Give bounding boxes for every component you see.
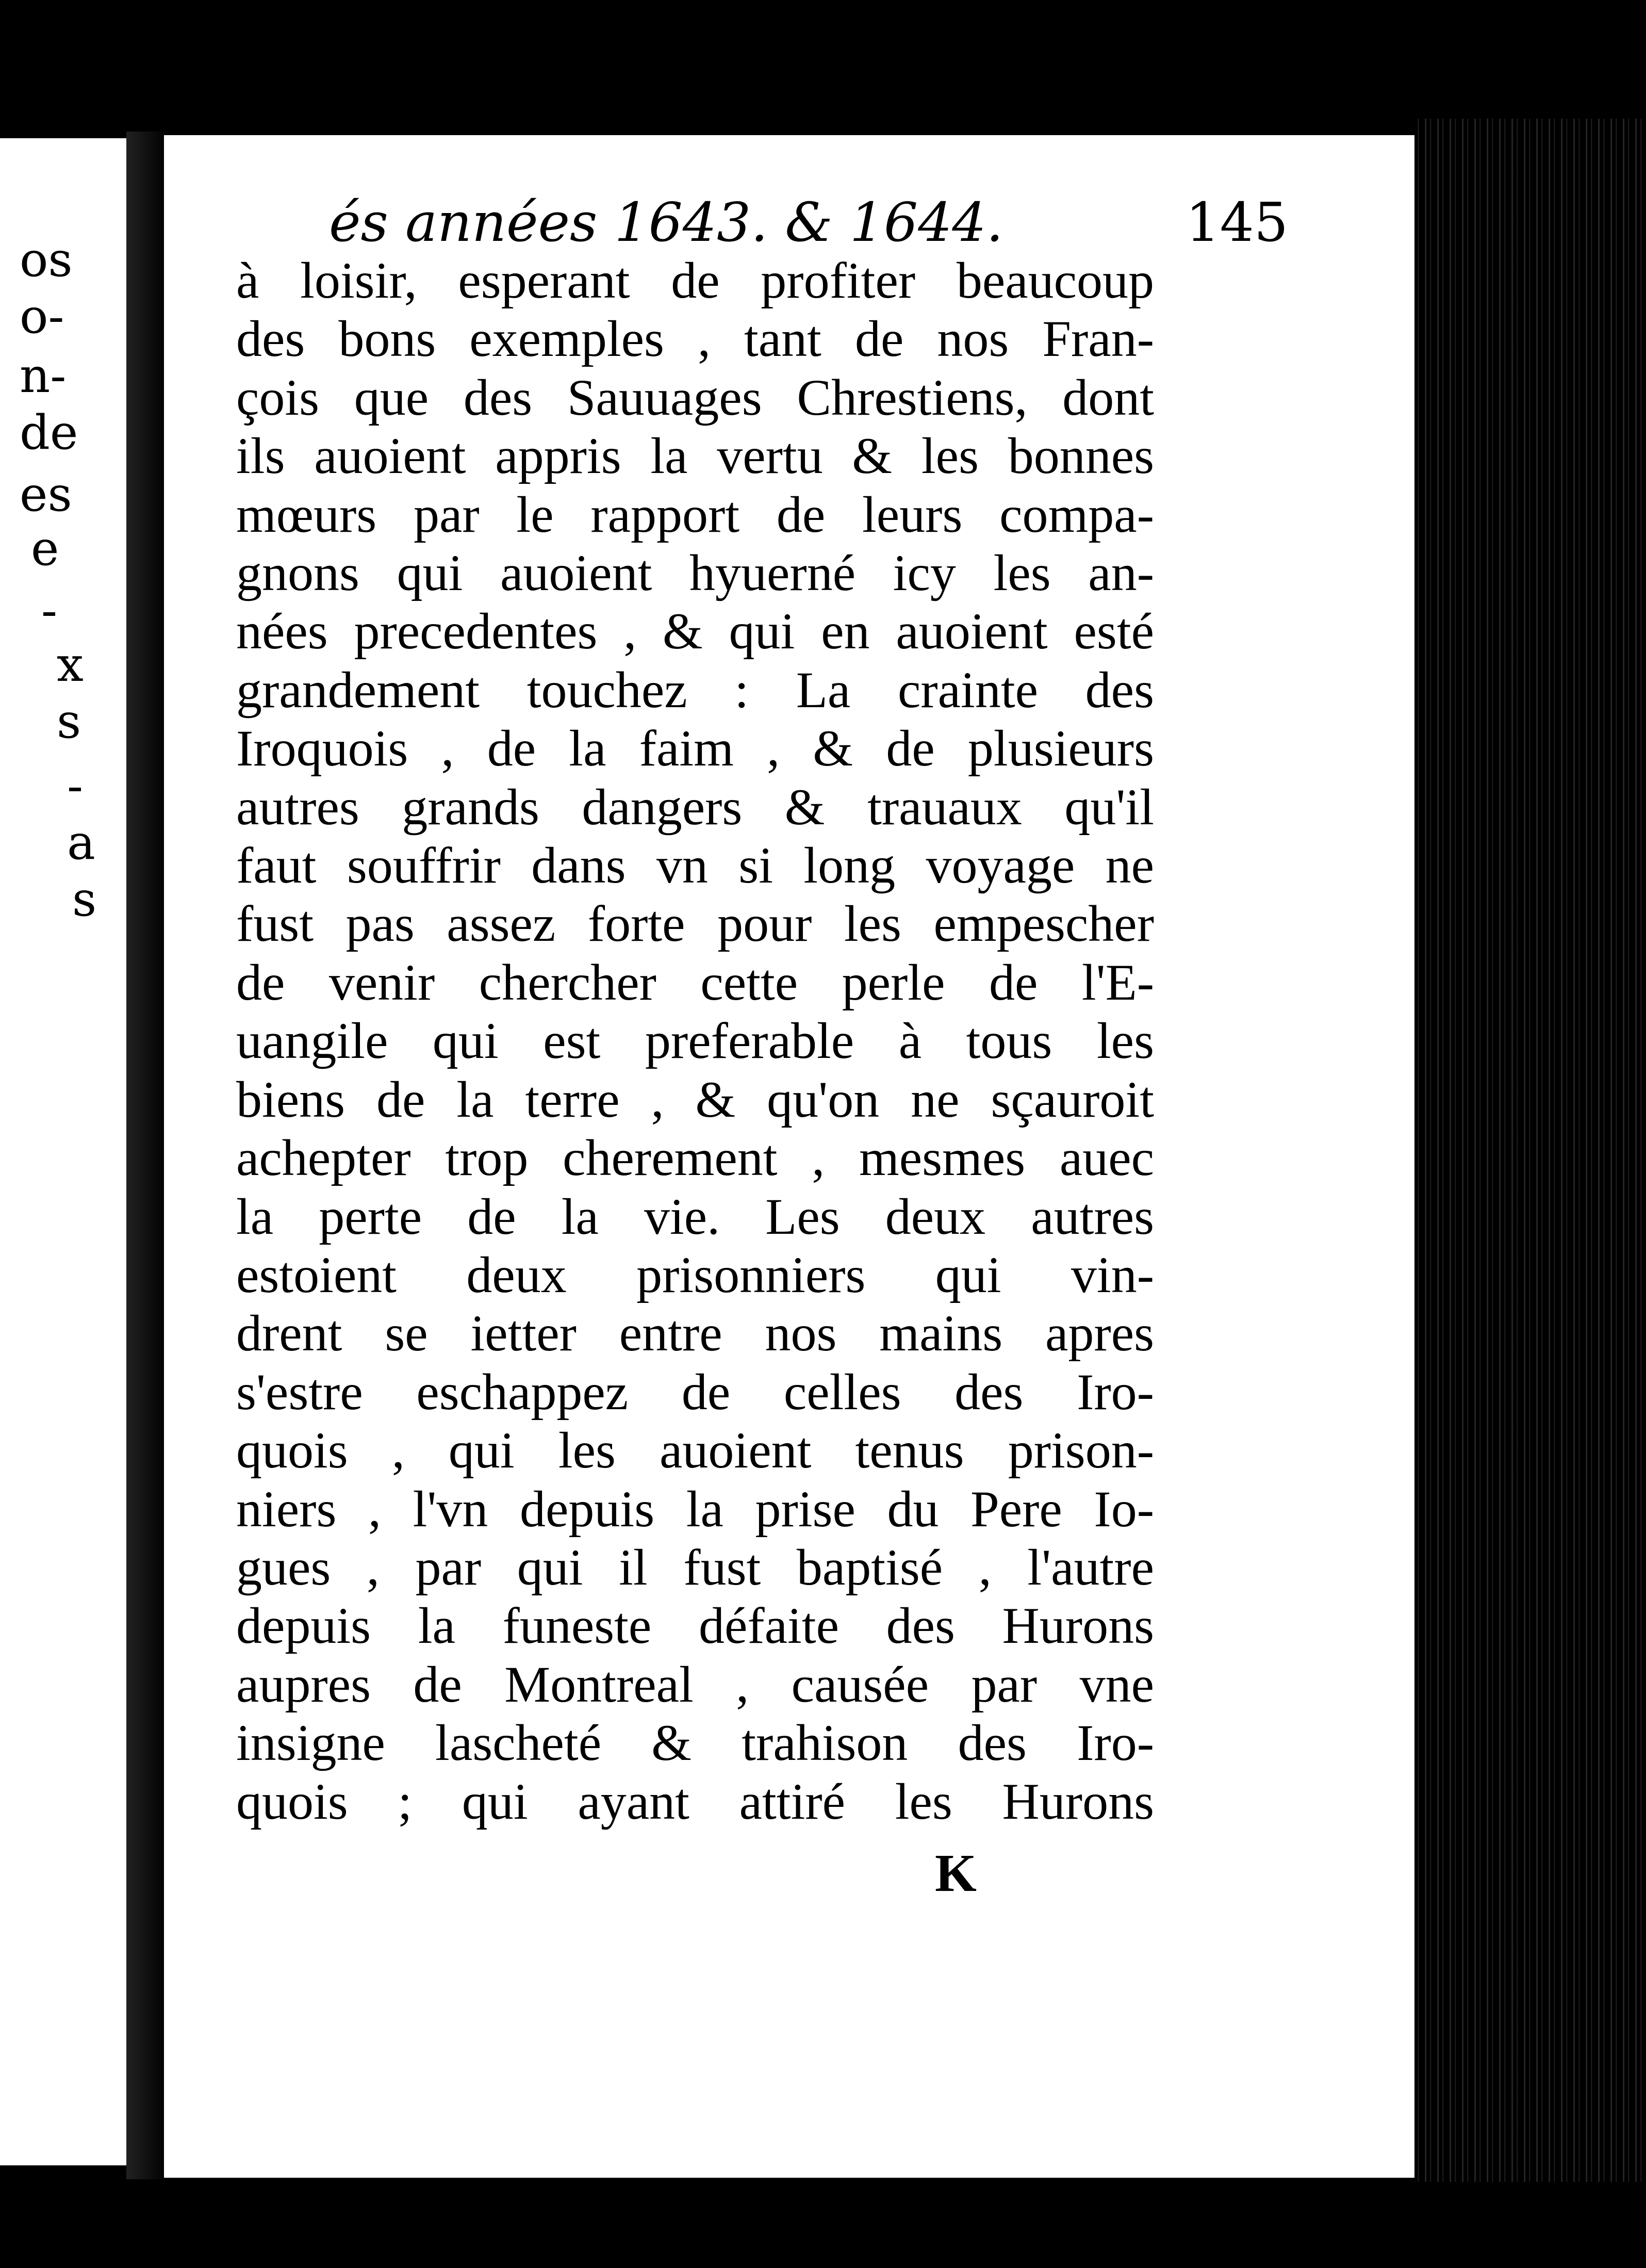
text-line: des bons exemples , tant de nos Fran- xyxy=(236,310,1154,368)
page-edge-shadow xyxy=(1414,119,1646,2182)
text-line: quois ; qui ayant attiré les Hurons xyxy=(236,1772,1154,1830)
facing-fragment: - xyxy=(67,758,84,813)
facing-fragment: e xyxy=(31,521,59,576)
running-head-title: és années 1643. & 1644. xyxy=(329,191,1003,254)
facing-fragment: s xyxy=(72,872,97,927)
text-line: aupres de Montreal , causée par vne xyxy=(236,1655,1154,1713)
text-line: la perte de la vie. Les deux autres xyxy=(236,1187,1154,1245)
facing-fragment: - xyxy=(41,583,58,638)
text-line: grandement touchez : La crainte des xyxy=(236,661,1154,719)
text-line: achepter trop cherement , mesmes auec xyxy=(236,1129,1154,1187)
text-line: de venir chercher cette perle de l'E- xyxy=(236,953,1154,1011)
text-line: insigne lascheté & trahison des Iro- xyxy=(236,1714,1154,1772)
text-line: Iroquois , de la faim , & de plusieurs xyxy=(236,720,1154,777)
gutter-shadow xyxy=(126,132,168,2179)
text-line: mœurs par le rapport de leurs compa- xyxy=(236,485,1154,543)
facing-fragment: o- xyxy=(20,289,64,344)
text-line: quois , qui les auoient tenus prison- xyxy=(236,1422,1154,1479)
text-line: s'estre eschappez de celles des Iro- xyxy=(236,1363,1154,1421)
text-line: gues , par qui il fust baptisé , l'autre xyxy=(236,1538,1154,1596)
signature-mark: K xyxy=(935,1843,977,1903)
text-line: ils auoient appris la vertu & les bonnes xyxy=(236,427,1154,485)
page-number: 145 xyxy=(1186,191,1288,254)
facing-fragment: es xyxy=(20,467,72,522)
text-line: fust pas assez forte pour les empescher xyxy=(236,895,1154,953)
facing-fragment: x xyxy=(57,637,84,692)
facing-fragment: a xyxy=(67,815,95,870)
text-line: nées precedentes , & qui en auoient esté xyxy=(236,602,1154,660)
text-line: çois que des Sauuages Chrestiens, dont xyxy=(236,368,1154,426)
facing-fragment: n- xyxy=(20,348,67,403)
text-line: autres grands dangers & trauaux qu'il xyxy=(236,778,1154,836)
text-line: biens de la terre , & qu'on ne sçauroit xyxy=(236,1070,1154,1128)
text-line: à loisir, esperant de profiter beaucoup xyxy=(236,252,1154,309)
text-line: gnons qui auoient hyuerné icy les an- xyxy=(236,544,1154,602)
facing-fragment: os xyxy=(20,232,73,287)
body-text xyxy=(236,251,1154,1831)
text-line: faut souffrir dans vn si long voyage ne xyxy=(236,837,1154,894)
text-line: uangile qui est preferable à tous les xyxy=(236,1012,1154,1070)
text-line: drent se ietter entre nos mains apres xyxy=(236,1304,1154,1362)
book-page xyxy=(164,135,1414,2178)
facing-page-strip xyxy=(0,138,126,2165)
facing-fragment: s xyxy=(57,694,81,749)
facing-fragment: de xyxy=(20,405,78,460)
text-line: estoient deux prisonniers qui vin- xyxy=(236,1246,1154,1303)
text-line: depuis la funeste défaite des Hurons xyxy=(236,1597,1154,1655)
running-head xyxy=(329,191,1288,254)
text-line: niers , l'vn depuis la prise du Pere Io- xyxy=(236,1480,1154,1538)
